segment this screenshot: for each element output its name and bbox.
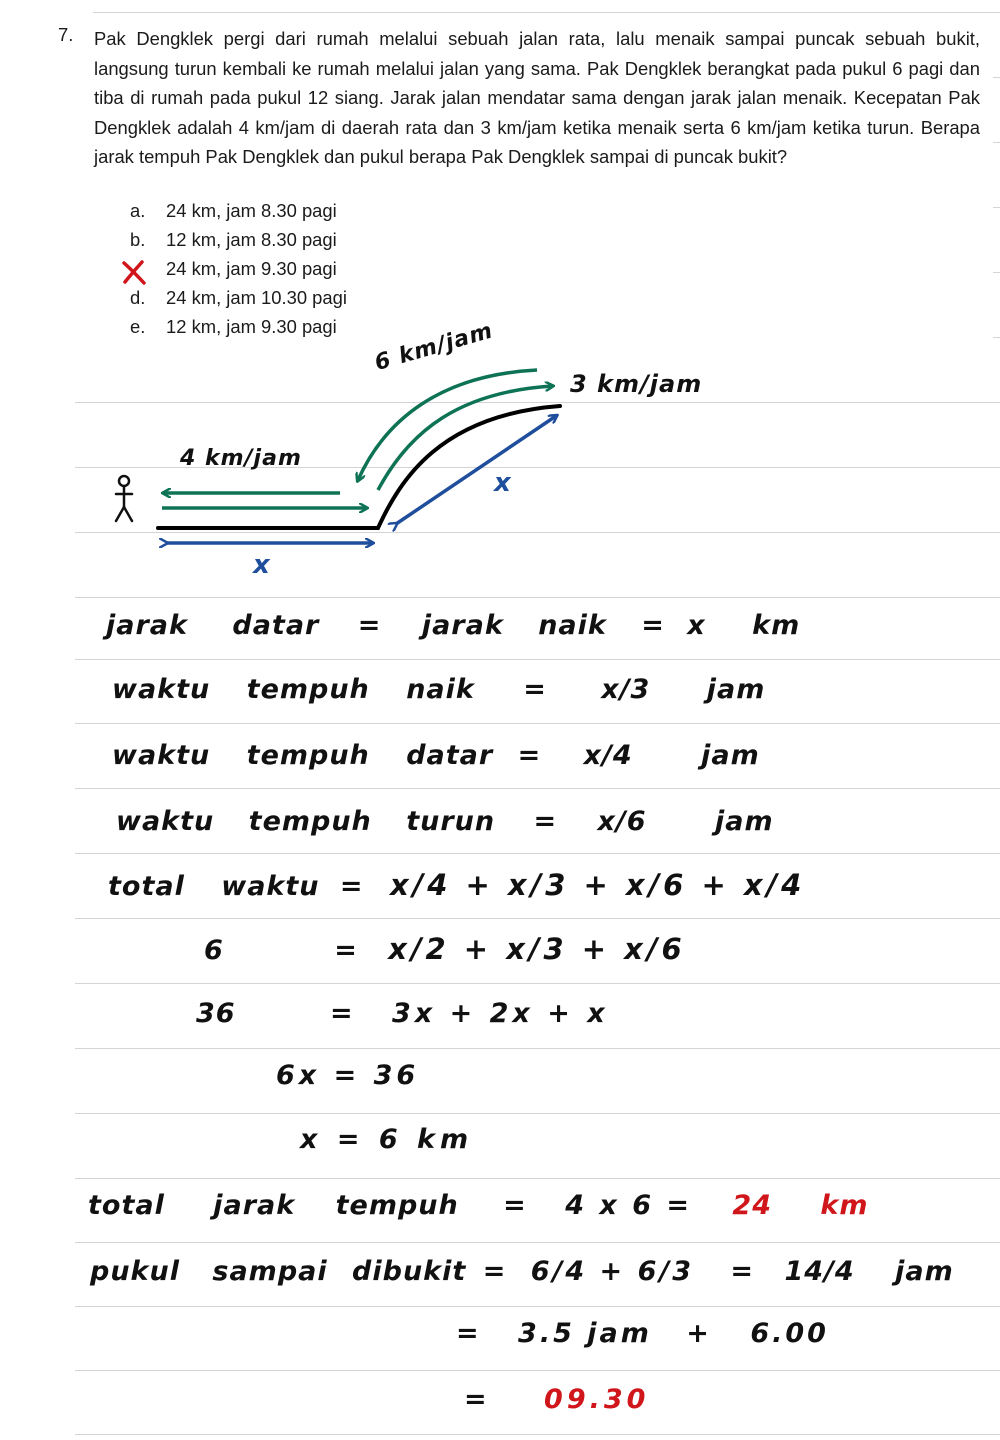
option-text: 24 km, jam 10.30 pagi [166, 287, 347, 308]
work-line-11 [90, 1256, 954, 1287]
work-line-7 [196, 998, 609, 1029]
question-number: 7. [58, 24, 74, 45]
work-line-6 [204, 932, 686, 966]
work-line-13 [464, 1384, 649, 1415]
hw-word: datar [406, 740, 494, 771]
option-a [130, 200, 337, 222]
hw-word: jarak [106, 610, 188, 641]
option-text: 24 km, jam 9.30 pagi [166, 258, 337, 279]
ruled-line [75, 788, 1000, 789]
hw-word: + [686, 1318, 710, 1349]
ruled-line [93, 12, 1000, 13]
hw-word: = [533, 806, 558, 837]
question-text: Pak Dengklek pergi dari rumah melalui sebuah jalan rata, lalu menaik sampai puncak sebuah bukit, langsung turun kembali ke rumah melalui jalan yang sama. Pak Dengklek berangkat pada pukul 6 pagi dan tiba di rumah pada pukul 12 siang. Jarak jalan mendatar sama dengan jarak jalan menaik. Kecepatan Pak Dengklek adalah 4 km/jam di daerah rata dan 3 km/jam ketika menaik serta 6 km/jam ketika turun. Berapa jarak tempuh Pak Dengklek dan pukul berapa Pak Dengklek sampai di puncak bukit? [94, 28, 980, 167]
hw-word: jam [895, 1256, 954, 1287]
arrival-time-answer: 09.30 [544, 1384, 650, 1415]
option-c [130, 258, 337, 280]
hw-word: 3x + 2x + x [392, 998, 609, 1029]
downhill-speed-label: 6 km/jam [372, 318, 497, 377]
hw-word: sampai [212, 1256, 328, 1287]
work-line-8 [276, 1060, 419, 1091]
ruled-line [993, 77, 1000, 78]
hw-word: turun [406, 806, 496, 837]
hw-word: x/6 [597, 806, 647, 837]
hw-word: = [456, 1318, 480, 1349]
ruled-line [75, 1370, 1000, 1371]
ruled-line [75, 723, 1000, 724]
hw-word: 6 [204, 935, 224, 966]
total-distance-unit: km [820, 1190, 869, 1221]
option-letter: e. [130, 316, 146, 337]
ruled-line [75, 1306, 1000, 1307]
hw-word: waktu [221, 871, 320, 902]
hw-word: waktu [112, 740, 211, 771]
hw-word: waktu [116, 806, 215, 837]
hw-word: 36 [196, 998, 236, 1029]
hw-word: x [687, 610, 706, 641]
hw-word: = [339, 871, 364, 902]
hw-word: x/3 [601, 674, 651, 705]
hw-word: 6/4 + 6/3 [530, 1256, 695, 1287]
flat-speed-label: 4 km/jam [180, 446, 302, 471]
ruled-line [993, 207, 1000, 208]
hw-word: tempuh [246, 674, 370, 705]
ruled-line [75, 1242, 1000, 1243]
hw-word: = [517, 740, 542, 771]
ruled-line [75, 1048, 1000, 1049]
work-line-9 [300, 1124, 473, 1155]
hw-word: = [641, 610, 665, 641]
hw-word: = [523, 674, 547, 705]
ruled-line [993, 142, 1000, 143]
hw-word: 6.00 [750, 1318, 829, 1349]
total-distance-answer: 24 [732, 1190, 772, 1221]
hw-word: jarak [213, 1190, 296, 1221]
hw-word: tempuh [248, 806, 372, 837]
slope-distance-label: x [494, 468, 512, 498]
option-letter: b. [130, 229, 146, 250]
hw-word: dibukit [352, 1256, 467, 1287]
hw-word: = [357, 610, 382, 641]
option-text: 24 km, jam 8.30 pagi [166, 200, 337, 221]
option-b [130, 229, 337, 251]
hw-word: pukul [90, 1256, 180, 1287]
hw-word: = [482, 1256, 507, 1287]
work-line-10 [88, 1190, 868, 1221]
work-line-5 [108, 868, 805, 902]
hw-word: waktu [112, 674, 211, 705]
work-line-1 [106, 610, 800, 641]
hw-word: 3.5 jam [518, 1318, 652, 1349]
ruled-line [993, 272, 1000, 273]
work-line-4 [116, 806, 774, 837]
work-line-2 [112, 674, 765, 705]
hw-word: 4 x 6 = [565, 1190, 692, 1221]
hw-word: = [334, 935, 358, 966]
hw-word: x/4 + x/3 + x/6 + x/4 [389, 868, 806, 902]
ruled-line [75, 1178, 1000, 1179]
hw-word: = [503, 1190, 527, 1221]
ruled-line [75, 853, 1000, 854]
option-letter: a. [130, 200, 146, 221]
hw-word: x = 6 km [300, 1124, 474, 1155]
hw-word: 6x = 36 [276, 1060, 420, 1091]
option-text: 12 km, jam 9.30 pagi [166, 316, 337, 337]
slope-distance-arrow [396, 416, 556, 524]
flat-distance-label: x [253, 550, 271, 580]
option-letter: d. [130, 287, 146, 308]
hw-word: tempuh [335, 1190, 459, 1221]
person-icon [116, 476, 132, 521]
option-text: 12 km, jam 8.30 pagi [166, 229, 337, 250]
hw-word: jam [715, 806, 774, 837]
hw-word: total [88, 1190, 165, 1221]
ruled-line [75, 1113, 1000, 1114]
hw-word: = [329, 998, 354, 1029]
hw-word: x/4 [583, 740, 633, 771]
work-line-12 [456, 1318, 829, 1349]
hw-word: tempuh [246, 740, 370, 771]
work-line-3 [112, 740, 760, 771]
hw-word: jarak [421, 610, 504, 641]
hill-diagram [0, 330, 1000, 600]
hw-word: naik [538, 610, 607, 641]
option-d [130, 287, 347, 309]
hw-word: km [752, 610, 801, 641]
hw-word: 14/4 [784, 1256, 855, 1287]
hw-word: jam [706, 674, 766, 705]
hw-word: = [464, 1384, 488, 1415]
hw-word: x/2 + x/3 + x/6 [388, 932, 686, 966]
hw-word: total [108, 871, 185, 902]
answer-cross-mark-icon [120, 258, 148, 286]
hw-word: jam [701, 740, 760, 771]
uphill-speed-label: 3 km/jam [570, 370, 703, 398]
ruled-line [75, 1434, 1000, 1435]
hw-word: = [730, 1256, 755, 1287]
ruled-line [75, 918, 1000, 919]
downhill-arrow [358, 370, 537, 480]
hw-word: naik [406, 674, 475, 705]
hw-word: datar [232, 610, 320, 641]
ruled-line [75, 659, 1000, 660]
ruled-line [75, 983, 1000, 984]
